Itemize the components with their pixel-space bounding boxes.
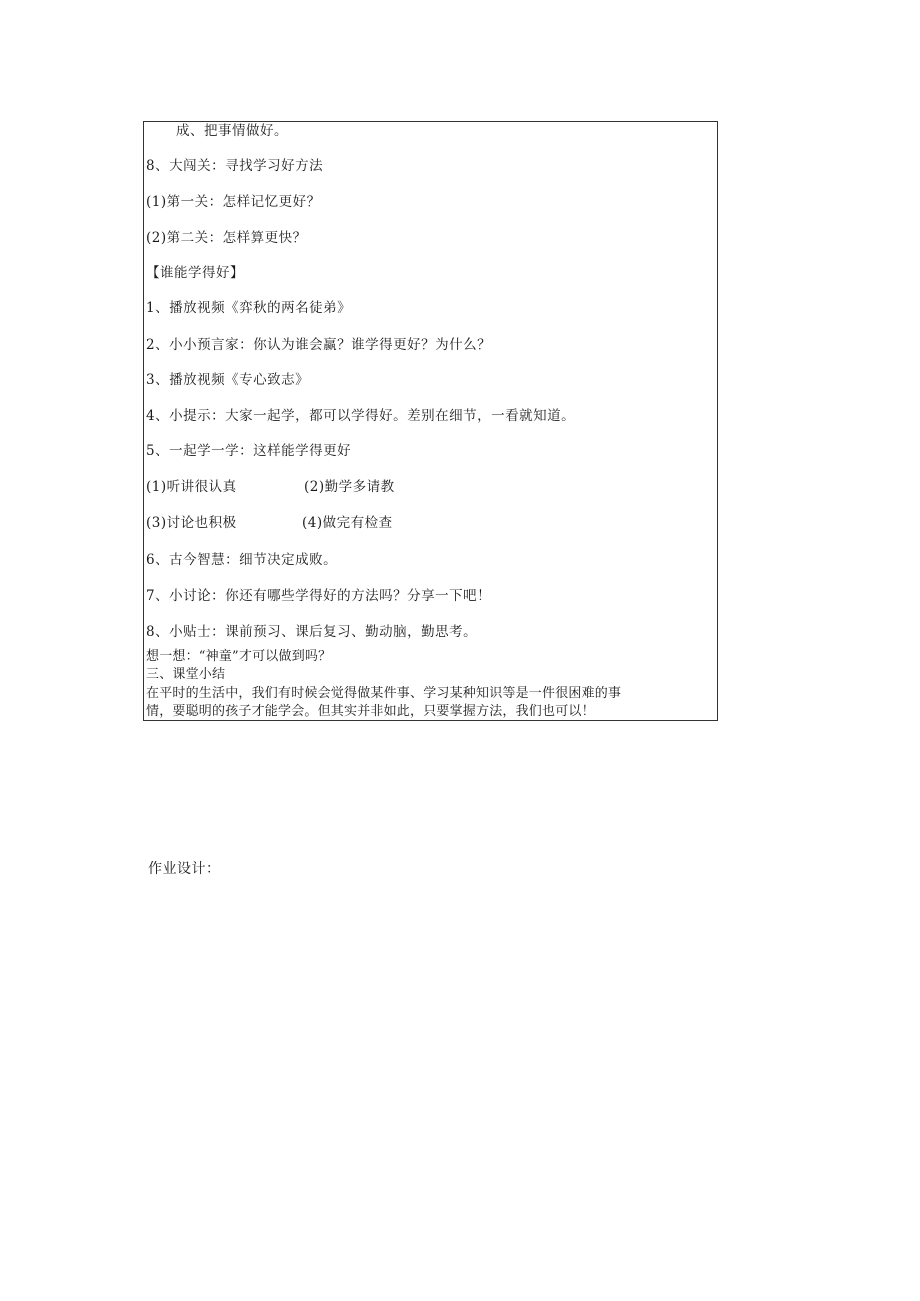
summary-text: 在平时的生活中，我们有时候会觉得做某件事、学习某种知识等是一件很困难的事 bbox=[146, 686, 622, 701]
text-line: 2、小小预言家：你认为谁会赢？谁学得更好？为什么？ bbox=[146, 337, 492, 353]
text-line: 8、小贴士：课前预习、课后复习、勤动脑，勤思考。 bbox=[146, 624, 478, 640]
text-line: 1、播放视频《弈秋的两名徒弟》 bbox=[146, 300, 352, 316]
list-item: (1)听讲很认真 bbox=[146, 479, 237, 495]
text-line: 想一想：“神童”才可以做到吗？ bbox=[146, 649, 332, 664]
text-line: 7、小讨论：你还有哪些学得好的方法吗？分享一下吧！ bbox=[146, 588, 492, 604]
text-line: 成、把事情做好。 bbox=[176, 123, 288, 139]
list-item: (2)勤学多请教 bbox=[304, 479, 395, 495]
text-line: 5、一起学一学：这样能学得更好 bbox=[146, 443, 352, 459]
section-heading: 【谁能学得好】 bbox=[146, 265, 244, 281]
list-item: (4)做完有检查 bbox=[302, 515, 393, 531]
text-line: 8、大闯关：寻找学习好方法 bbox=[146, 158, 324, 174]
text-line: (2)第二关：怎样算更快？ bbox=[146, 230, 307, 246]
summary-text: 情，要聪明的孩子才能学会。但其实并非如此，只要掌握方法，我们也可以！ bbox=[146, 704, 595, 719]
homework-label: 作业设计： bbox=[148, 861, 221, 877]
text-line: 3、播放视频《专心致志》 bbox=[146, 372, 310, 388]
text-line: 6、古今智慧：细节决定成败。 bbox=[146, 552, 338, 568]
list-item: (3)讨论也积极 bbox=[146, 515, 237, 531]
text-line: 4、小提示：大家一起学，都可以学得好。差别在细节，一看就知道。 bbox=[146, 408, 576, 424]
section-heading: 三、课堂小结 bbox=[146, 667, 226, 682]
text-line: (1)第一关：怎样记忆更好？ bbox=[146, 194, 321, 210]
